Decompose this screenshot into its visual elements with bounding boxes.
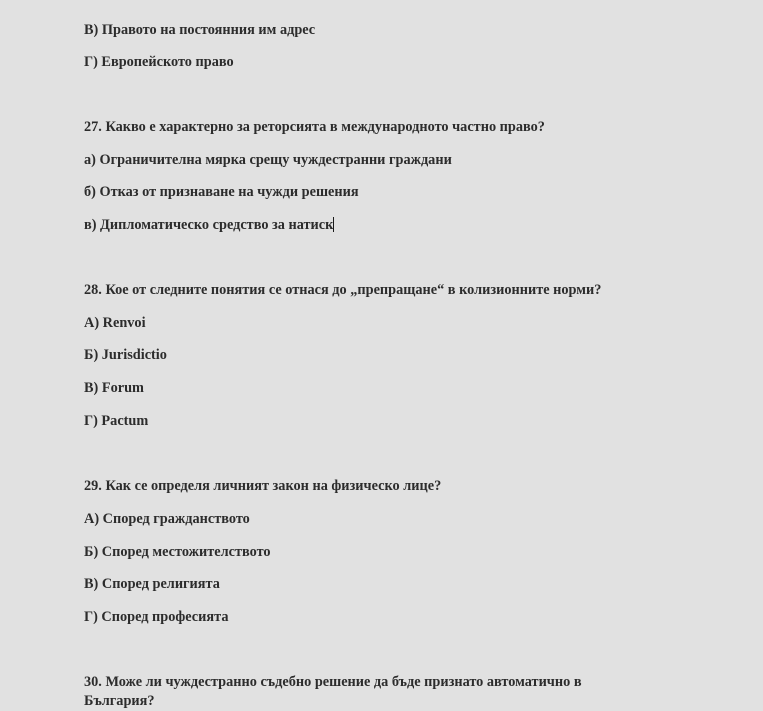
answer-text: Г) Pactum (84, 413, 149, 429)
answer-text: в) Дипломатическо средство за натиск (84, 217, 334, 233)
answer-text: В) Forum (84, 380, 144, 396)
question-text: 27. Какво е характерно за реторсията в международното частно право? (84, 119, 545, 135)
question-line-29[interactable] (84, 476, 724, 496)
question-line-28[interactable] (84, 280, 724, 300)
answer-text: Г) Според професията (84, 609, 229, 625)
answer-line-q28-v[interactable] (84, 378, 724, 398)
answer-line-q28-b[interactable] (84, 345, 724, 365)
answer-text: Б) Jurisdictio (84, 347, 167, 363)
answer-line-q27-v[interactable] (84, 215, 724, 235)
answer-text: Б) Според местожителството (84, 544, 271, 560)
answer-line-q29-a[interactable] (84, 509, 724, 529)
question-line-30-part2[interactable] (84, 691, 724, 711)
answer-text: В) Правото на постоянния им адрес (84, 22, 316, 38)
question-text: 28. Кое от следните понятия се отнася до „препращане“ в колизионните норми? (84, 282, 602, 298)
question-line-30-part1[interactable] (84, 672, 724, 692)
question-text: 30. Може ли чуждестранно съдебно решение да бъде признато автоматично в (84, 674, 582, 690)
answer-text: А) Renvoi (84, 315, 146, 331)
answer-line-q28-g[interactable] (84, 411, 724, 431)
question-line-27[interactable] (84, 117, 724, 137)
question-text: България? (84, 693, 155, 709)
answer-line-q29-v[interactable] (84, 574, 724, 594)
text-caret (333, 217, 334, 232)
answer-text: В) Според религията (84, 576, 220, 592)
answer-text: б) Отказ от признаване на чужди решения (84, 184, 359, 200)
answer-text: А) Според гражданството (84, 511, 250, 527)
answer-line-q27-b[interactable] (84, 182, 724, 202)
answer-line-q27-a[interactable] (84, 150, 724, 170)
answer-line-q28-a[interactable] (84, 313, 724, 333)
answer-line-q29-g[interactable] (84, 607, 724, 627)
answer-text: Г) Европейското право (84, 54, 234, 70)
answer-line-q29-b[interactable] (84, 542, 724, 562)
answer-line-q26-g[interactable] (84, 52, 724, 72)
answer-line-q26-v[interactable] (84, 20, 724, 40)
question-text: 29. Как се определя личният закон на физическо лице? (84, 478, 442, 494)
answer-text: а) Ограничителна мярка срещу чуждестранни граждани (84, 152, 452, 168)
